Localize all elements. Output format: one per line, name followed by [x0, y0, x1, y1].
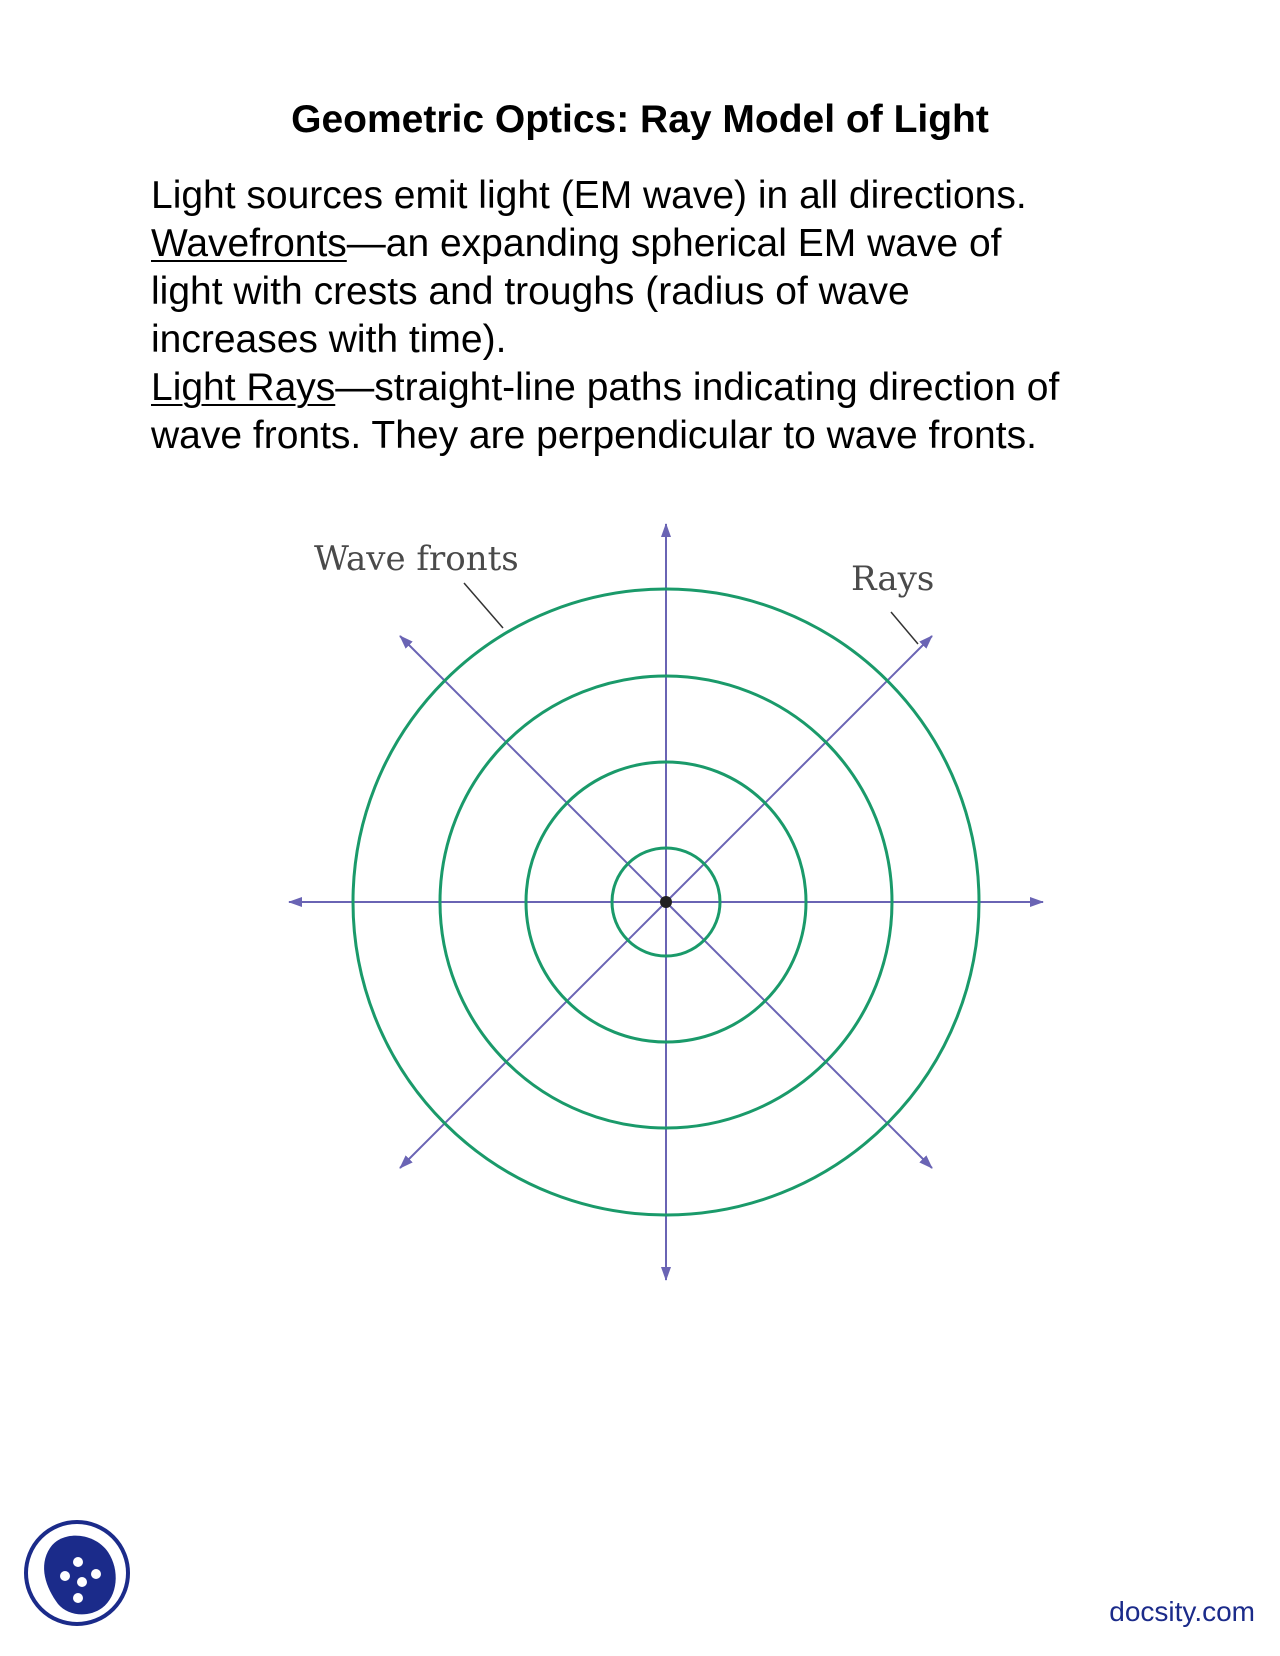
wave-fronts-label: Wave fronts [314, 539, 519, 579]
rays-line-2: wave fronts. They are perpendicular to wave fronts. [151, 414, 1037, 457]
page-title: Geometric Optics: Ray Model of Light [291, 98, 989, 141]
light-source-point [660, 896, 672, 908]
intro-line: Light sources emit light (EM wave) in all directions. [151, 174, 1027, 217]
rays-definition: —straight-line paths indicating direction of [335, 366, 1060, 409]
wave-fronts-leader-line [464, 583, 503, 628]
rays-label: Rays [851, 559, 935, 599]
rays-leader-line [891, 612, 918, 644]
docsity-logo-icon [22, 1518, 132, 1628]
rays-term: Light Rays [151, 366, 336, 409]
docsity-watermark: docsity.com [1109, 1596, 1255, 1627]
wavefronts-line-3: increases with time). [151, 318, 507, 361]
wavefronts-line-2: light with crests and troughs (radius of wave [151, 270, 910, 313]
wavefronts-term: Wavefronts [151, 222, 347, 265]
wavefronts-definition: —an expanding spherical EM wave of [346, 222, 1002, 265]
